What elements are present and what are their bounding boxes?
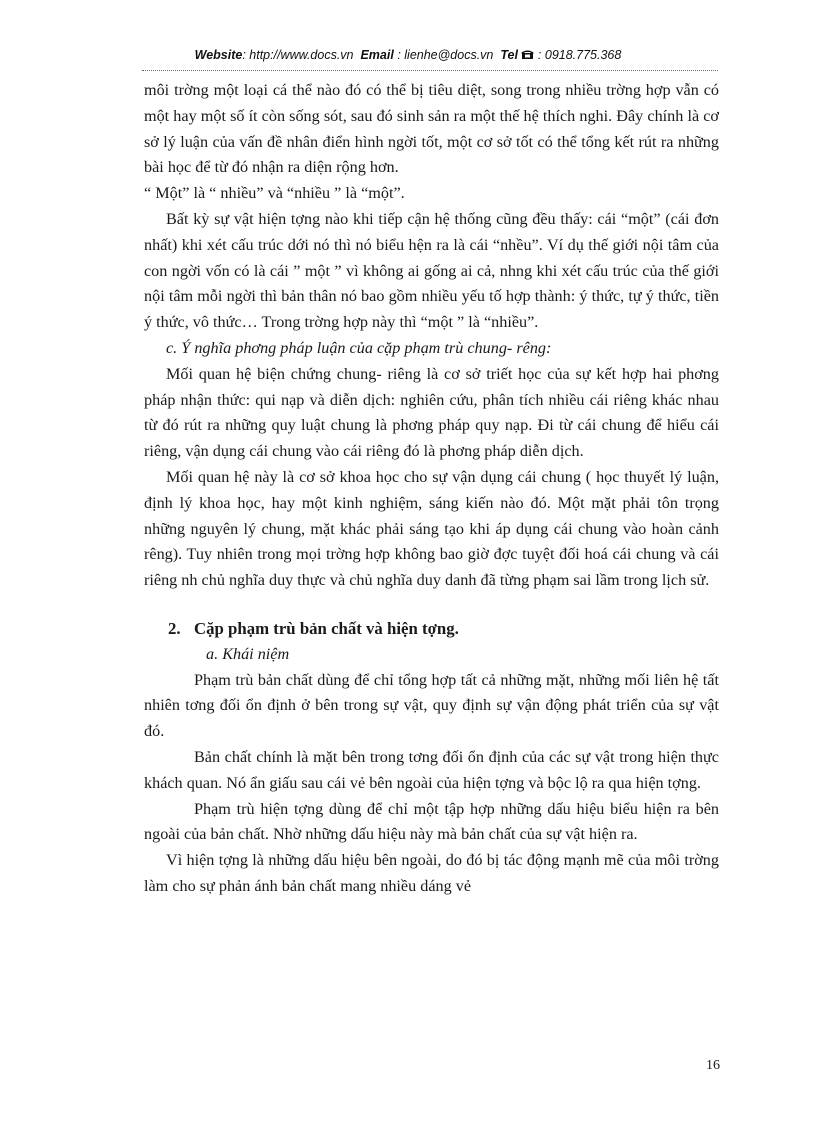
paragraph-phenomenon-external: Vì hiện tợng là những dấu hiệu bên ngoài, do đó bị tác động mạnh mẽ của môi trờng làm cho sự phản ánh bản chất mang nhiều dáng vẻ [144, 851, 719, 895]
paragraph-scientific-basis: Mối quan hệ này là cơ sở khoa học cho sự vận dụng cái chung ( học thuyết lý luận, định lý khoa học, hay một kinh nghiệm, sáng kiến nào đó. Một mặt phải tôn trọng những nguyên lý chung, mặt khác phải sáng tạo khi áp dụng cái chung vào hoàn cảnh rêng). Tuy nhiên trong mọi trờng hợp không bao giờ đợc tuyệt đối hoá cái chung và cái riêng nh chủ nghĩa duy thực và chủ nghĩa duy danh đã từng phạm sai lầm trong lịch sử. [144, 467, 719, 590]
email-label: Email [360, 48, 394, 62]
paragraph-one-many: “ Một” là “ nhiều” và “nhiều ” là “một”. [144, 184, 405, 203]
phone-icon [521, 48, 537, 62]
subheading-concept: a. Khái niệm [206, 644, 290, 663]
email-value: : lienhe@docs.vn [397, 48, 494, 62]
paragraph-essence-definition: Phạm trù bản chất dùng để chỉ tổng hợp tất cả những mặt, những mối liên hệ tất nhiên tơng đối ổn định ở bên trong sự vật, quy định sự vận động phát triển của sự vật đó. [144, 670, 719, 741]
page-header [0, 48, 816, 62]
paragraph-phenomenon-definition: Phạm trù hiện tợng dùng để chỉ một tập hợp những dấu hiệu biểu hiện ra bên ngoài của bản chất. Nhờ những dấu hiệu này mà bản chất của sự vật hiện ra. [144, 799, 719, 844]
tel-value: : 0918.775.368 [537, 48, 622, 62]
website-label: Website [194, 48, 243, 62]
section-title: Cặp phạm trù bản chất và hiện tợng. [194, 618, 459, 638]
paragraph-essence-inner: Bản chất chính là mặt bên trong tơng đối ổn định của các sự vật trong hiện thực khách quan. Nó ẩn giấu sau cái vẻ bên ngoài của hiện tợng và bộc lộ ra qua hiện tợng. [144, 747, 719, 792]
paragraph-induction-deduction: Mối quan hệ biện chứng chung- riêng là cơ sở triết học của sự kết hợp hai phơng pháp nhận thức: qui nạp và diễn dịch: nghiên cứu, phân tích nhiều cái riêng khác nhau từ đó rút ra những quy luật chung là phơng pháp quy nạp. Đi từ cái chung để hiểu cái riêng, vận dụng cái chung vào cái riêng đó là phơng pháp diễn dịch. [144, 364, 719, 461]
paragraph-example: Bất kỳ sự vật hiện tợng nào khi tiếp cận hệ thống cũng đều thấy: cái “một” (cái đơn nhất) khi xét cấu trúc dới nó thì nó biểu hện ra là cái “nhều”. Ví dụ thế giới nội tâm của con ngời vốn có là cái ” một ” vì không ai gống ai cả, nhng khi xét cấu trúc của thế giới nội tâm mỗi ngời thì bản thân nó bao gồm nhiều yếu tố hợp thành: ý thức, tự ý thức, tiền ý thức, vô thức… Trong trờng hợp này thì “một ” là “nhiều”. [144, 209, 719, 332]
page-number: 16 [706, 1058, 720, 1073]
header-divider [142, 70, 718, 71]
website-value: : http://www.docs.vn [242, 48, 354, 62]
section-heading [144, 616, 719, 642]
document-body [144, 78, 719, 900]
tel-label: Tel [500, 48, 518, 62]
subheading-methodology: c. Ý nghĩa phơng pháp luận của cặp phạm trù chung- rêng: [166, 338, 552, 357]
section-number: 2. [168, 618, 181, 638]
paragraph-intro: môi trờng một loại cá thể nào đó có thể bị tiêu diệt, song trong nhiều trờng hợp vẫn có một hay một số ít còn sống sót, sau đó sinh sản ra một thế hệ thích nghi. Đây chính là cơ sở lý luận của vấn đề nhân điển hình ngời tốt, một cơ sở tốt có thể tổng kết rút ra những bài học để từ đó nhận ra diện rộng hơn. [144, 81, 719, 177]
